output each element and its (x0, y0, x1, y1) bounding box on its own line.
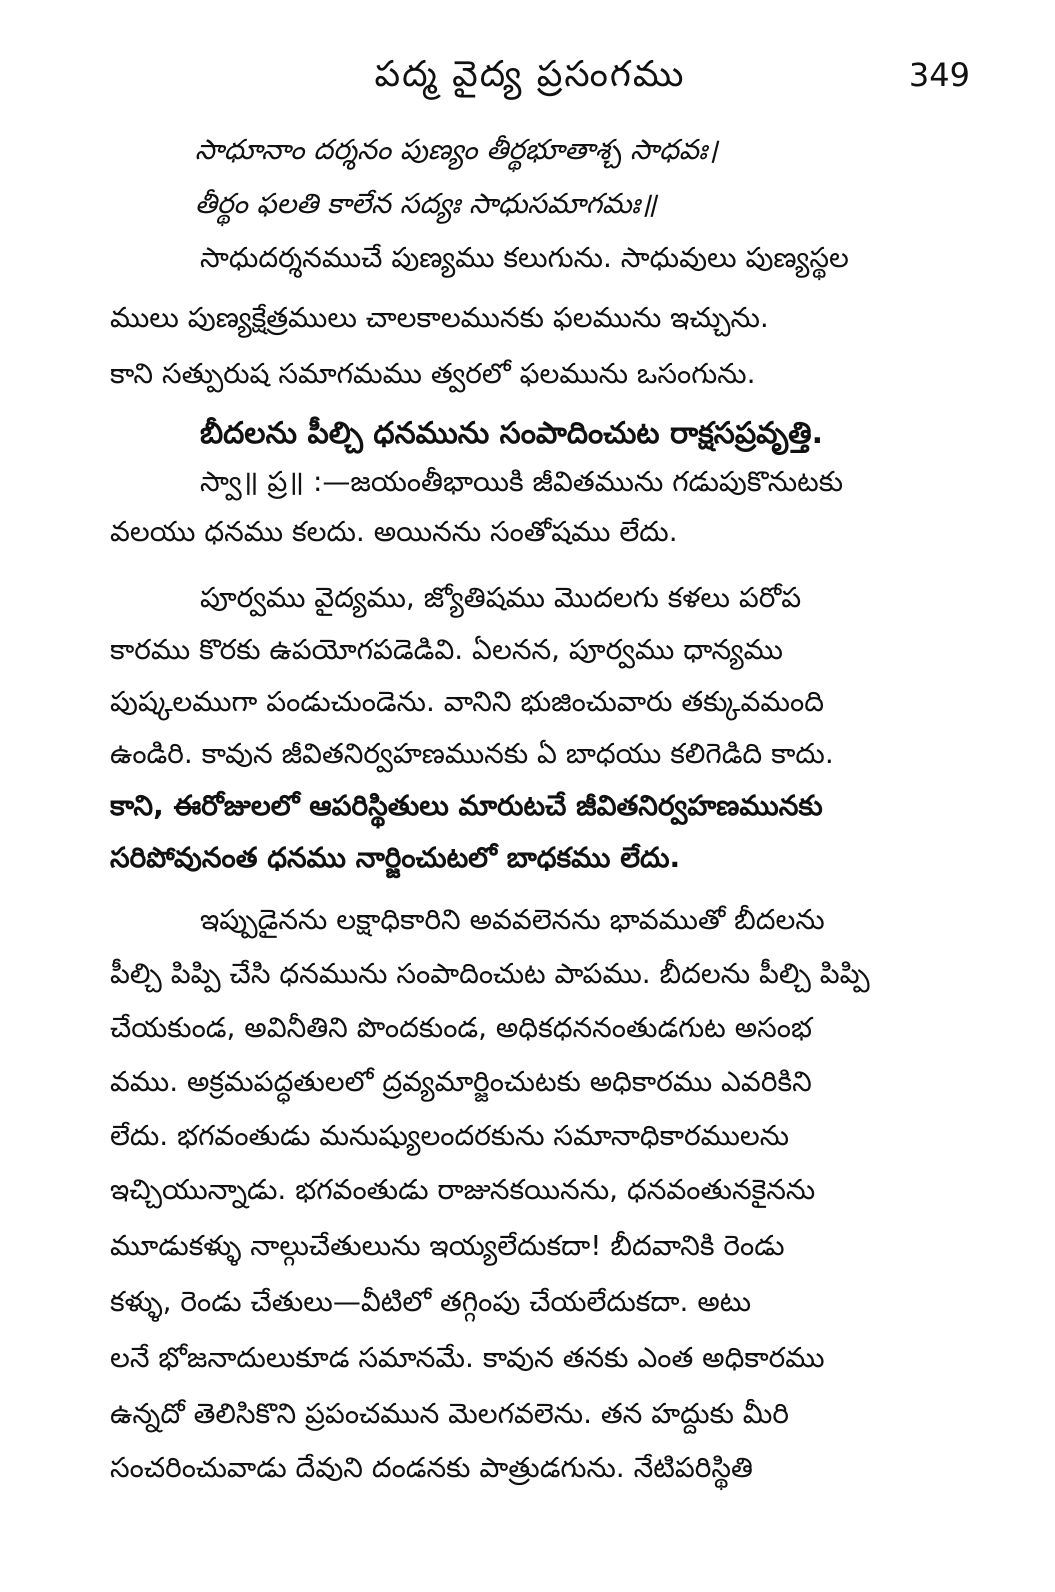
paragraph-line: వలయు ధనము కలదు. అయినను సంతోషము లేదు. (110, 515, 678, 548)
running-header (0, 50, 1055, 100)
paragraph-line: చేయకుండ, అవినీతిని పొందకుండ, అధికధననంతుడగుట అసంభ (110, 1011, 812, 1044)
paragraph-line: పీల్చి పిప్పి చేసి ధనమును సంపాదించుట పాపము. బీదలను పీల్చి పిప్పి (110, 957, 870, 990)
paragraph-line: కారము కొరకు ఉపయోగపడెడివి. ఏలనన, పూర్వము ధాన్యము (110, 633, 783, 666)
paragraph-line: ఇచ్చియున్నాడు. భగవంతుడు రాజునకయినను, ధనవంతునకైనను (110, 1173, 816, 1206)
paragraph-line: పూర్వము వైద్యము, జ్యోతిషము మొదలగు కళలు పరోప (200, 581, 802, 614)
paragraph-line: మూడుకళ్ళు నాల్గుచేతులును ఇయ్యలేదుకదా! బీదవానికి రెండు (110, 1229, 785, 1262)
verse-line: సాధూనాం దర్శనం పుణ్యం తీర్థభూతాశ్చ సాధవః। (195, 133, 718, 166)
paragraph-line: వము. అక్రమపద్ధతులలో ద్రవ్యమార్జించుటకు అధికారము ఎవరికిని (110, 1065, 812, 1098)
page-number: 349 (908, 56, 970, 94)
paragraph-line: లనే భోజనాదులుకూడ సమానమే. కావున తనకు ఎంత అధికారము (110, 1341, 825, 1374)
paragraph-line: పుష్కలముగా పండుచుండెను. వానిని భుజించువారు తక్కువమంది (110, 685, 825, 718)
paragraph-line: లేదు. భగవంతుడు మనుష్యులందరకును సమానాధికారములను (110, 1119, 790, 1152)
paragraph-line: కళ్ళు, రెండు చేతులు—వీటిలో తగ్గింపు చేయలేదుకదా. అటు (110, 1285, 752, 1318)
page-title: పద్మ వైద్య ప్రసంగము (374, 54, 686, 95)
verse-line: తీర్థం ఫలతి కాలేన సద్యః సాధుసమాగమః॥ (195, 187, 657, 220)
paragraph-line: స్వా॥ ప్ర॥ :—జయంతీభాయికి జీవితమును గడుపుకొనుటకు (200, 465, 844, 498)
paragraph-line: సాధుదర్శనముచే పుణ్యము కలుగును. సాధువులు పుణ్యస్థల (200, 241, 849, 274)
paragraph-line: ఉన్నదో తెలిసికొని ప్రపంచమున మెలగవలెను. తన హద్దుకు మీరి (110, 1397, 790, 1430)
section-heading: బీదలను పీల్చి ధనమును సంపాదించుట రాక్షసప్రవృత్తి. (200, 416, 824, 451)
paragraph-line: కాని, ఈరోజులలో ఆపరిస్థితులు మారుటచే జీవితనిర్వహణమునకు (110, 789, 823, 822)
paragraph-line: సరిపోవునంత ధనము నార్జించుటలో బాధకము లేదు. (110, 841, 681, 874)
paragraph-line: ములు పుణ్యక్షేత్రములు చాలకాలమునకు ఫలమును ఇచ్చును. (110, 301, 769, 334)
paragraph-line: ఇప్పుడైనను లక్షాధికారిని అవవలెనను భావముతో బీదలను (200, 903, 825, 936)
paragraph-line: కాని సత్పురుష సమాగమము త్వరలో ఫలమును ఒసంగును. (110, 357, 756, 390)
paragraph-line: సంచరించువాడు దేవుని దండనకు పాత్రుడగును. నేటిపరిస్థితి (110, 1451, 753, 1484)
paragraph-line: ఉండిరి. కావున జీవితనిర్వహణమునకు ఏ బాధయు కలిగెడిది కాదు. (110, 737, 834, 770)
